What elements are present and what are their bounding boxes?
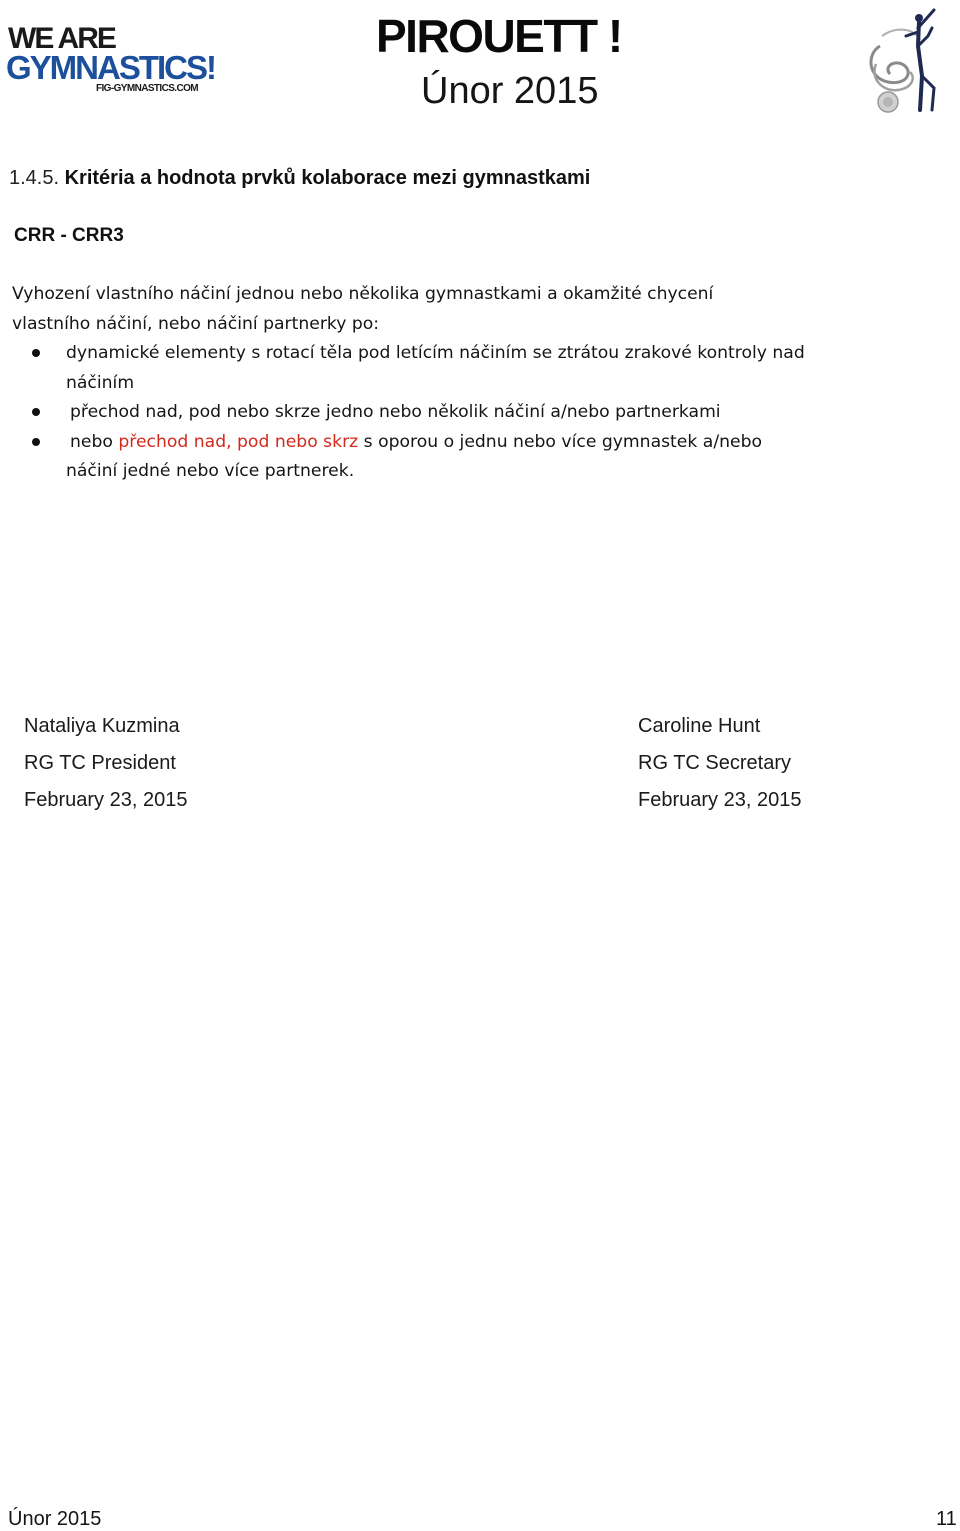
page-number: 11 [936, 1508, 957, 1530]
bullet-1-line-2: náčiním [66, 372, 135, 393]
section-number: 1.4.5. [9, 167, 60, 189]
logo-line-2: GYMNASTICS! [6, 49, 215, 86]
bullet-3-suffix: s oporou o jednu nebo více gymnastek a/nebo [358, 431, 763, 452]
signatory-1-role: RG TC President [24, 752, 176, 774]
footer-date: Únor 2015 [8, 1508, 102, 1530]
publication-date: Únor 2015 [421, 70, 599, 112]
signatory-1-name: Nataliya Kuzmina [24, 715, 180, 737]
section-title: Kritéria a hodnota prvků kolaborace mezi gymnastkami [64, 167, 591, 189]
bullet-icon [32, 438, 40, 446]
bullet-3-line-1 [70, 428, 762, 458]
bullet-2-line-1: přechod nad, pod nebo skrze jedno nebo několik náčiní a/nebo partnerkami [70, 402, 721, 422]
signatory-1-date: February 23, 2015 [24, 789, 188, 811]
criteria-code: CRR - CRR3 [14, 225, 124, 246]
section-heading [9, 165, 590, 191]
bullet-icon [32, 349, 40, 357]
signatory-2-role: RG TC Secretary [638, 752, 791, 774]
rhythmic-gymnast-emblem-icon [862, 6, 948, 118]
signatory-2-date: February 23, 2015 [638, 789, 802, 811]
logo-line-3: FIG-GYMNASTICS.COM [96, 83, 198, 94]
bullet-3-highlight: přechod nad, pod nebo skrz [118, 431, 359, 452]
signatory-2-name: Caroline Hunt [638, 715, 761, 737]
bullet-3-prefix: nebo [70, 431, 119, 452]
intro-paragraph-line-1: Vyhození vlastního náčiní jednou nebo několika gymnastkami a okamžité chycení [12, 284, 714, 304]
intro-paragraph-line-2: vlastního náčiní, nebo náčiní partnerky po: [12, 313, 380, 334]
bullet-icon [32, 408, 40, 416]
we-are-gymnastics-logo [6, 22, 215, 98]
publication-title: PIROUETT ! [376, 10, 622, 62]
logo-line-1: WE ARE [8, 22, 115, 55]
bullet-1-line-1: dynamické elementy s rotací těla pod letícím náčiním se ztrátou zrakové kontroly nad [66, 343, 805, 363]
bullet-3-line-2: náčiní jedné nebo více partnerek. [66, 461, 355, 481]
